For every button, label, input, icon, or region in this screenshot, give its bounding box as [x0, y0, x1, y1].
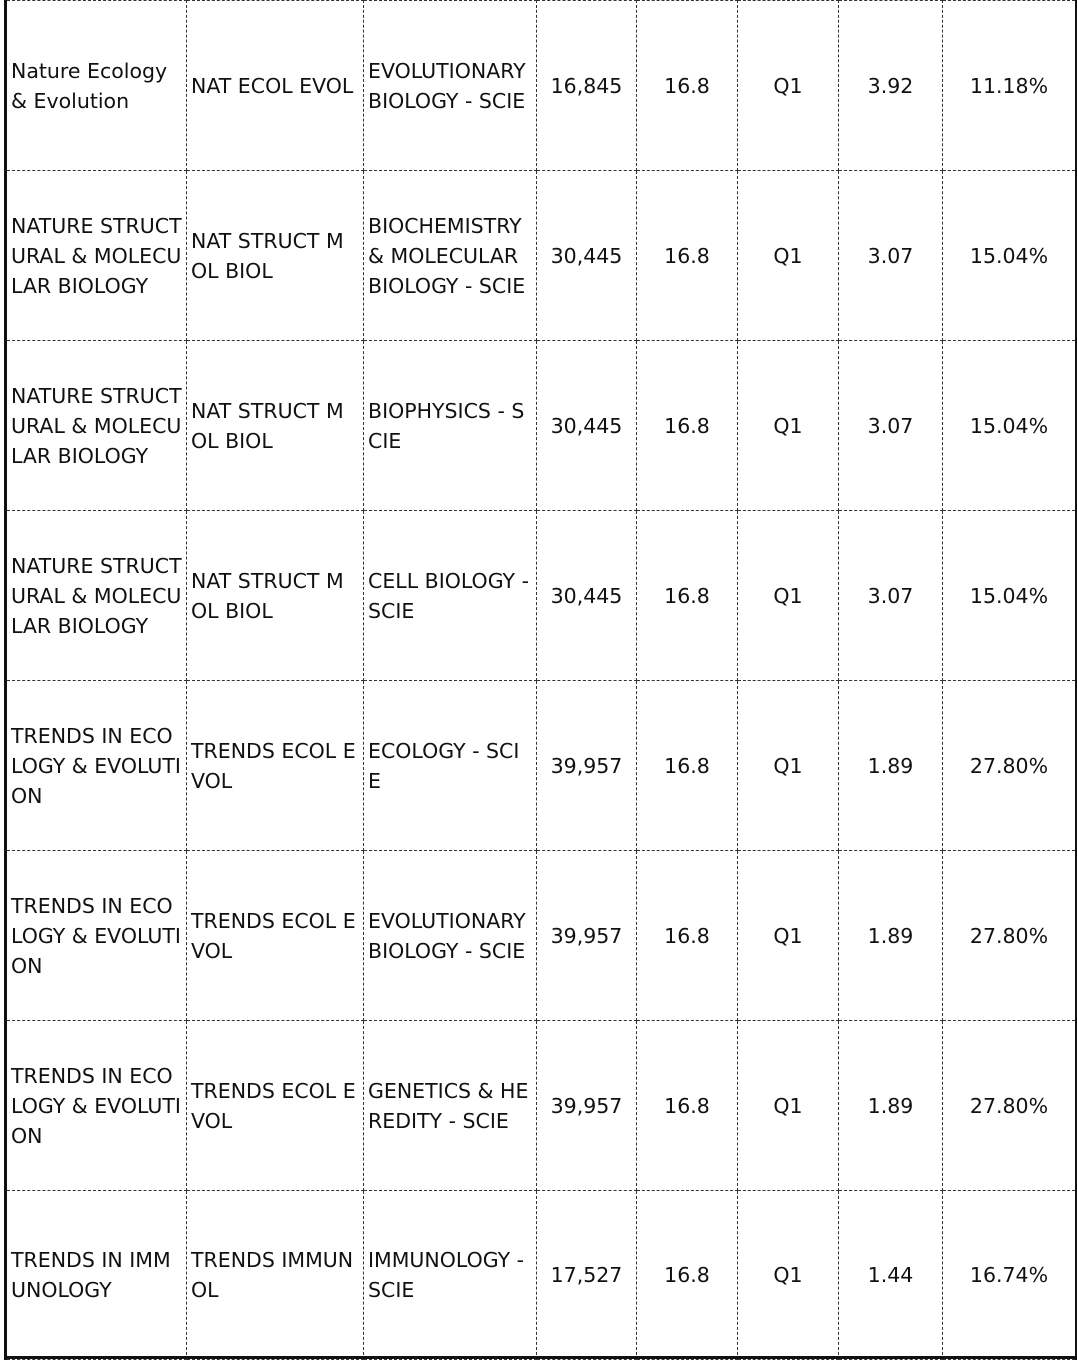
- score-cell: 3.92: [839, 1, 943, 171]
- percent-cell: 15.04%: [943, 341, 1077, 511]
- journal-abbrev-cell: NAT STRUCT MOL BIOL: [187, 171, 364, 341]
- score-cell: 1.89: [839, 851, 943, 1021]
- journal-name-cell: NATURE STRUCTURAL & MOLECULAR BIOLOGY: [6, 171, 187, 341]
- percent-cell: 15.04%: [943, 511, 1077, 681]
- quartile-cell: Q1: [738, 341, 839, 511]
- category-cell: EVOLUTIONARY BIOLOGY - SCIE: [364, 851, 537, 1021]
- score-cell: 1.89: [839, 681, 943, 851]
- impact-factor-cell: 16.8: [637, 851, 738, 1021]
- score-cell: 3.07: [839, 341, 943, 511]
- impact-factor-cell: 16.8: [637, 681, 738, 851]
- impact-factor-cell: 16.8: [637, 1021, 738, 1191]
- table-row: [6, 1021, 1077, 1191]
- journal-name-cell: Nature Ecology & Evolution: [6, 1, 187, 171]
- journal-abbrev-cell: NAT STRUCT MOL BIOL: [187, 341, 364, 511]
- total-cites-cell: 30,445: [537, 511, 637, 681]
- impact-factor-cell: 16.8: [637, 341, 738, 511]
- total-cites-cell: 39,957: [537, 851, 637, 1021]
- quartile-cell: Q1: [738, 851, 839, 1021]
- category-cell: GENETICS & HEREDITY - SCIE: [364, 1021, 537, 1191]
- category-cell: CELL BIOLOGY - SCIE: [364, 511, 537, 681]
- table-row: [6, 511, 1077, 681]
- total-cites-cell: 39,957: [537, 1021, 637, 1191]
- table-row: [6, 341, 1077, 511]
- journal-name-cell: TRENDS IN IMMUNOLOGY: [6, 1191, 187, 1360]
- percent-cell: 27.80%: [943, 851, 1077, 1021]
- percent-cell: 27.80%: [943, 1021, 1077, 1191]
- journal-abbrev-cell: NAT ECOL EVOL: [187, 1, 364, 171]
- quartile-cell: Q1: [738, 1191, 839, 1360]
- score-cell: 3.07: [839, 171, 943, 341]
- category-cell: BIOCHEMISTRY & MOLECULAR BIOLOGY - SCIE: [364, 171, 537, 341]
- table-row: [6, 1, 1077, 171]
- total-cites-cell: 30,445: [537, 341, 637, 511]
- journal-name-cell: TRENDS IN ECOLOGY & EVOLUTION: [6, 681, 187, 851]
- percent-cell: 11.18%: [943, 1, 1077, 171]
- total-cites-cell: 17,527: [537, 1191, 637, 1360]
- quartile-cell: Q1: [738, 1, 839, 171]
- table-bottom-border: [4, 1356, 1075, 1359]
- impact-factor-cell: 16.8: [637, 511, 738, 681]
- total-cites-cell: 39,957: [537, 681, 637, 851]
- impact-factor-cell: 16.8: [637, 1, 738, 171]
- journal-abbrev-cell: TRENDS ECOL EVOL: [187, 681, 364, 851]
- percent-cell: 27.80%: [943, 681, 1077, 851]
- quartile-cell: Q1: [738, 681, 839, 851]
- table-row: [6, 681, 1077, 851]
- journal-name-cell: NATURE STRUCTURAL & MOLECULAR BIOLOGY: [6, 511, 187, 681]
- quartile-cell: Q1: [738, 1021, 839, 1191]
- impact-factor-cell: 16.8: [637, 1191, 738, 1360]
- percent-cell: 16.74%: [943, 1191, 1077, 1360]
- journal-metrics-table: [4, 0, 1077, 1360]
- total-cites-cell: 16,845: [537, 1, 637, 171]
- category-cell: EVOLUTIONARY BIOLOGY - SCIE: [364, 1, 537, 171]
- category-cell: ECOLOGY - SCIE: [364, 681, 537, 851]
- quartile-cell: Q1: [738, 171, 839, 341]
- quartile-cell: Q1: [738, 511, 839, 681]
- journal-abbrev-cell: TRENDS ECOL EVOL: [187, 851, 364, 1021]
- journal-abbrev-cell: TRENDS IMMUNOL: [187, 1191, 364, 1360]
- percent-cell: 15.04%: [943, 171, 1077, 341]
- journal-abbrev-cell: TRENDS ECOL EVOL: [187, 1021, 364, 1191]
- table-row: [6, 1191, 1077, 1360]
- journal-name-cell: NATURE STRUCTURAL & MOLECULAR BIOLOGY: [6, 341, 187, 511]
- table-row: [6, 851, 1077, 1021]
- impact-factor-cell: 16.8: [637, 171, 738, 341]
- score-cell: 3.07: [839, 511, 943, 681]
- table-row: [6, 171, 1077, 341]
- score-cell: 1.44: [839, 1191, 943, 1360]
- journal-abbrev-cell: NAT STRUCT MOL BIOL: [187, 511, 364, 681]
- category-cell: IMMUNOLOGY - SCIE: [364, 1191, 537, 1360]
- score-cell: 1.89: [839, 1021, 943, 1191]
- journal-name-cell: TRENDS IN ECOLOGY & EVOLUTION: [6, 851, 187, 1021]
- journal-name-cell: TRENDS IN ECOLOGY & EVOLUTION: [6, 1021, 187, 1191]
- total-cites-cell: 30,445: [537, 171, 637, 341]
- category-cell: BIOPHYSICS - SCIE: [364, 341, 537, 511]
